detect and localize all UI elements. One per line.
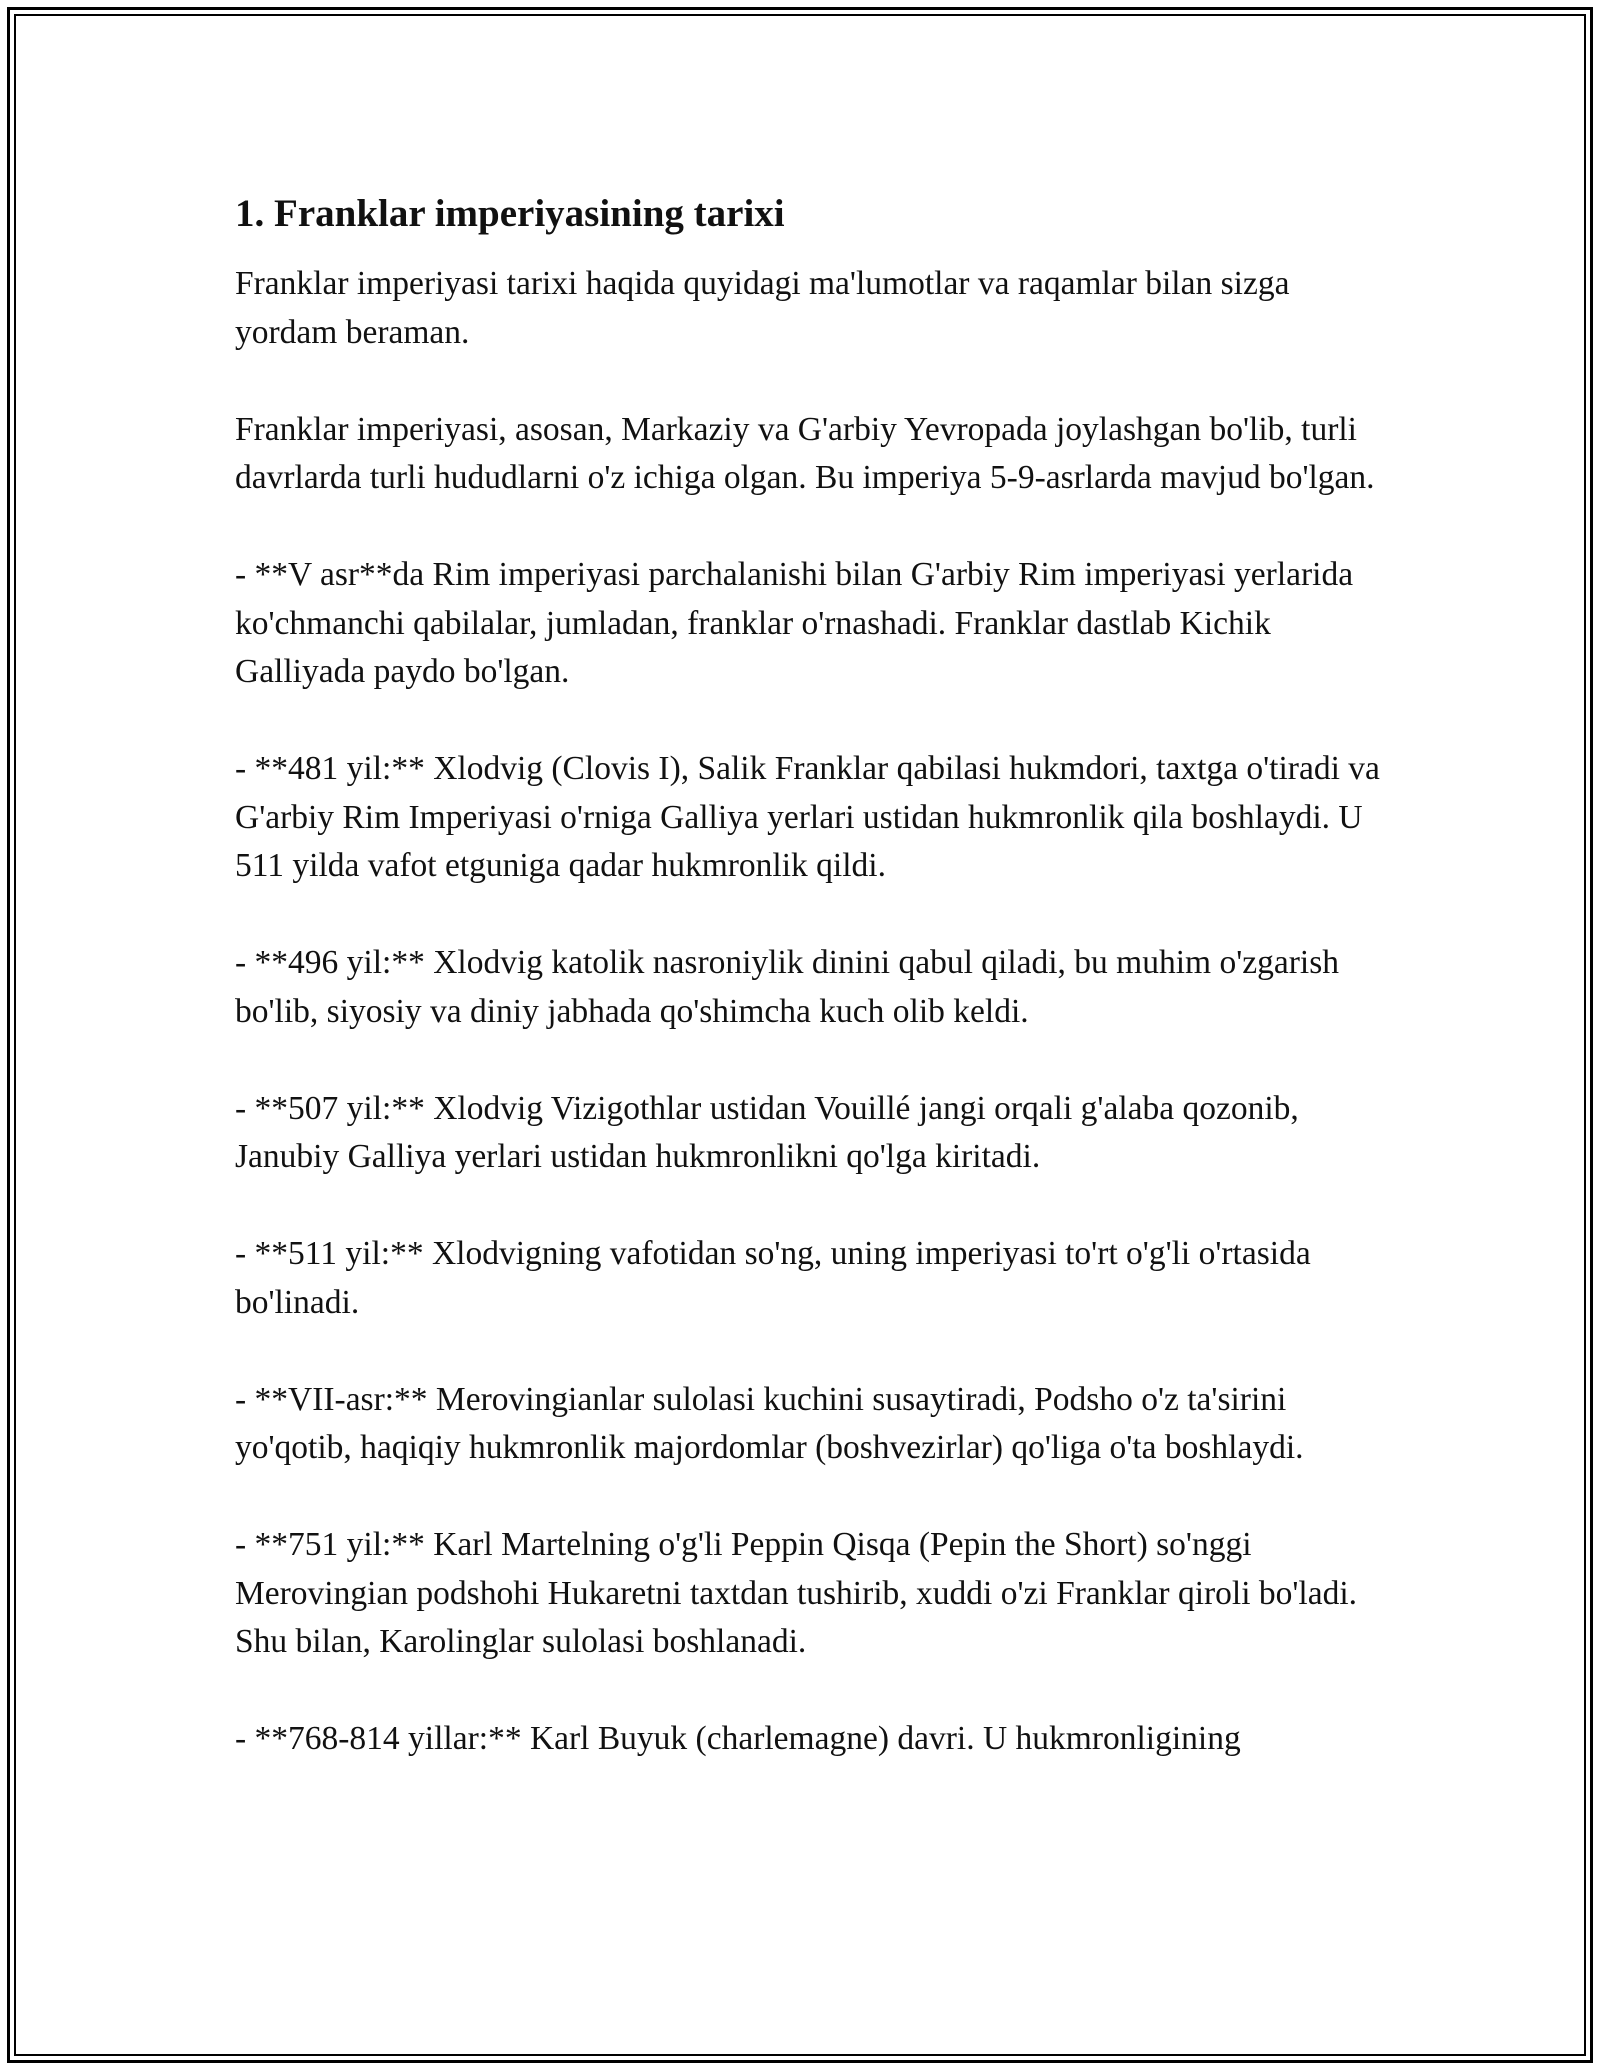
list-item-511: - **511 yil:** Xlodvigning vafotidan so'ng, uning imperiyasi to'rt o'g'li o'rtasida bo'linadi. xyxy=(235,1235,1311,1321)
document-title: 1. Franklar imperiyasining tarixi xyxy=(235,192,785,235)
paragraph-intro: Franklar imperiyasi tarixi haqida quyidagi ma'lumotlar va raqamlar bilan sizga yordam beraman. xyxy=(235,265,1290,351)
list-item-496: - **496 yil:** Xlodvig katolik nasroniylik dinini qabul qiladi, bu muhim o'zgarish bo'lib, siyosiy va diniy jabhada qo'shimcha kuch olib keldi. xyxy=(235,944,1339,1030)
document-body xyxy=(235,182,1385,1812)
list-item-507: - **507 yil:** Xlodvig Vizigothlar ustidan Vouillé jangi orqali g'alaba qozonib, Janubiy Galliya yerlari ustidan hukmronlikni qo'lga kiritadi. xyxy=(235,1089,1299,1175)
list-item-5th-century: - **V asr**da Rim imperiyasi parchalanishi bilan G'arbiy Rim imperiyasi yerlarida ko'chmanchi qabilalar, jumladan, franklar o'rnashadi. Franklar dastlab Kichik Galliyada paydo bo'lgan. xyxy=(235,556,1354,690)
list-item-751: - **751 yil:** Karl Martelning o'g'li Peppin Qisqa (Pepin the Short) so'nggi Merovingian podshohi Hukaretni taxtdan tushirib, xuddi o'zi Franklar qiroli bo'ladi. Shu bilan, Karolinglar sulolasi boshlanadi. xyxy=(235,1526,1358,1660)
list-item-768-814: - **768-814 yillar:** Karl Buyuk (charlemagne) davri. U hukmronligining xyxy=(235,1720,1241,1757)
paragraph-overview: Franklar imperiyasi, asosan, Markaziy va G'arbiy Yevropada joylashgan bo'lib, turli davrlarda turli hududlarni o'z ichiga olgan. Bu imperiya 5-9-asrlarda mavjud bo'lgan. xyxy=(235,410,1375,496)
list-item-7th-century: - **VII-asr:** Merovingianlar sulolasi kuchini susaytiradi, Podsho o'z ta'sirini yo'qotib, haqiqiy hukmronlik majordomlar (boshvezirlar) qo'liga o'ta boshlaydi. xyxy=(235,1380,1304,1466)
list-item-481: - **481 yil:** Xlodvig (Clovis I), Salik Franklar qabilasi hukmdori, taxtga o'tiradi va G'arbiy Rim Imperiyasi o'rniga Galliya yerlari ustidan hukmronlik qila boshlaydi. U 511 yilda vafot etguniga qadar hukmronlik qildi. xyxy=(235,750,1380,884)
